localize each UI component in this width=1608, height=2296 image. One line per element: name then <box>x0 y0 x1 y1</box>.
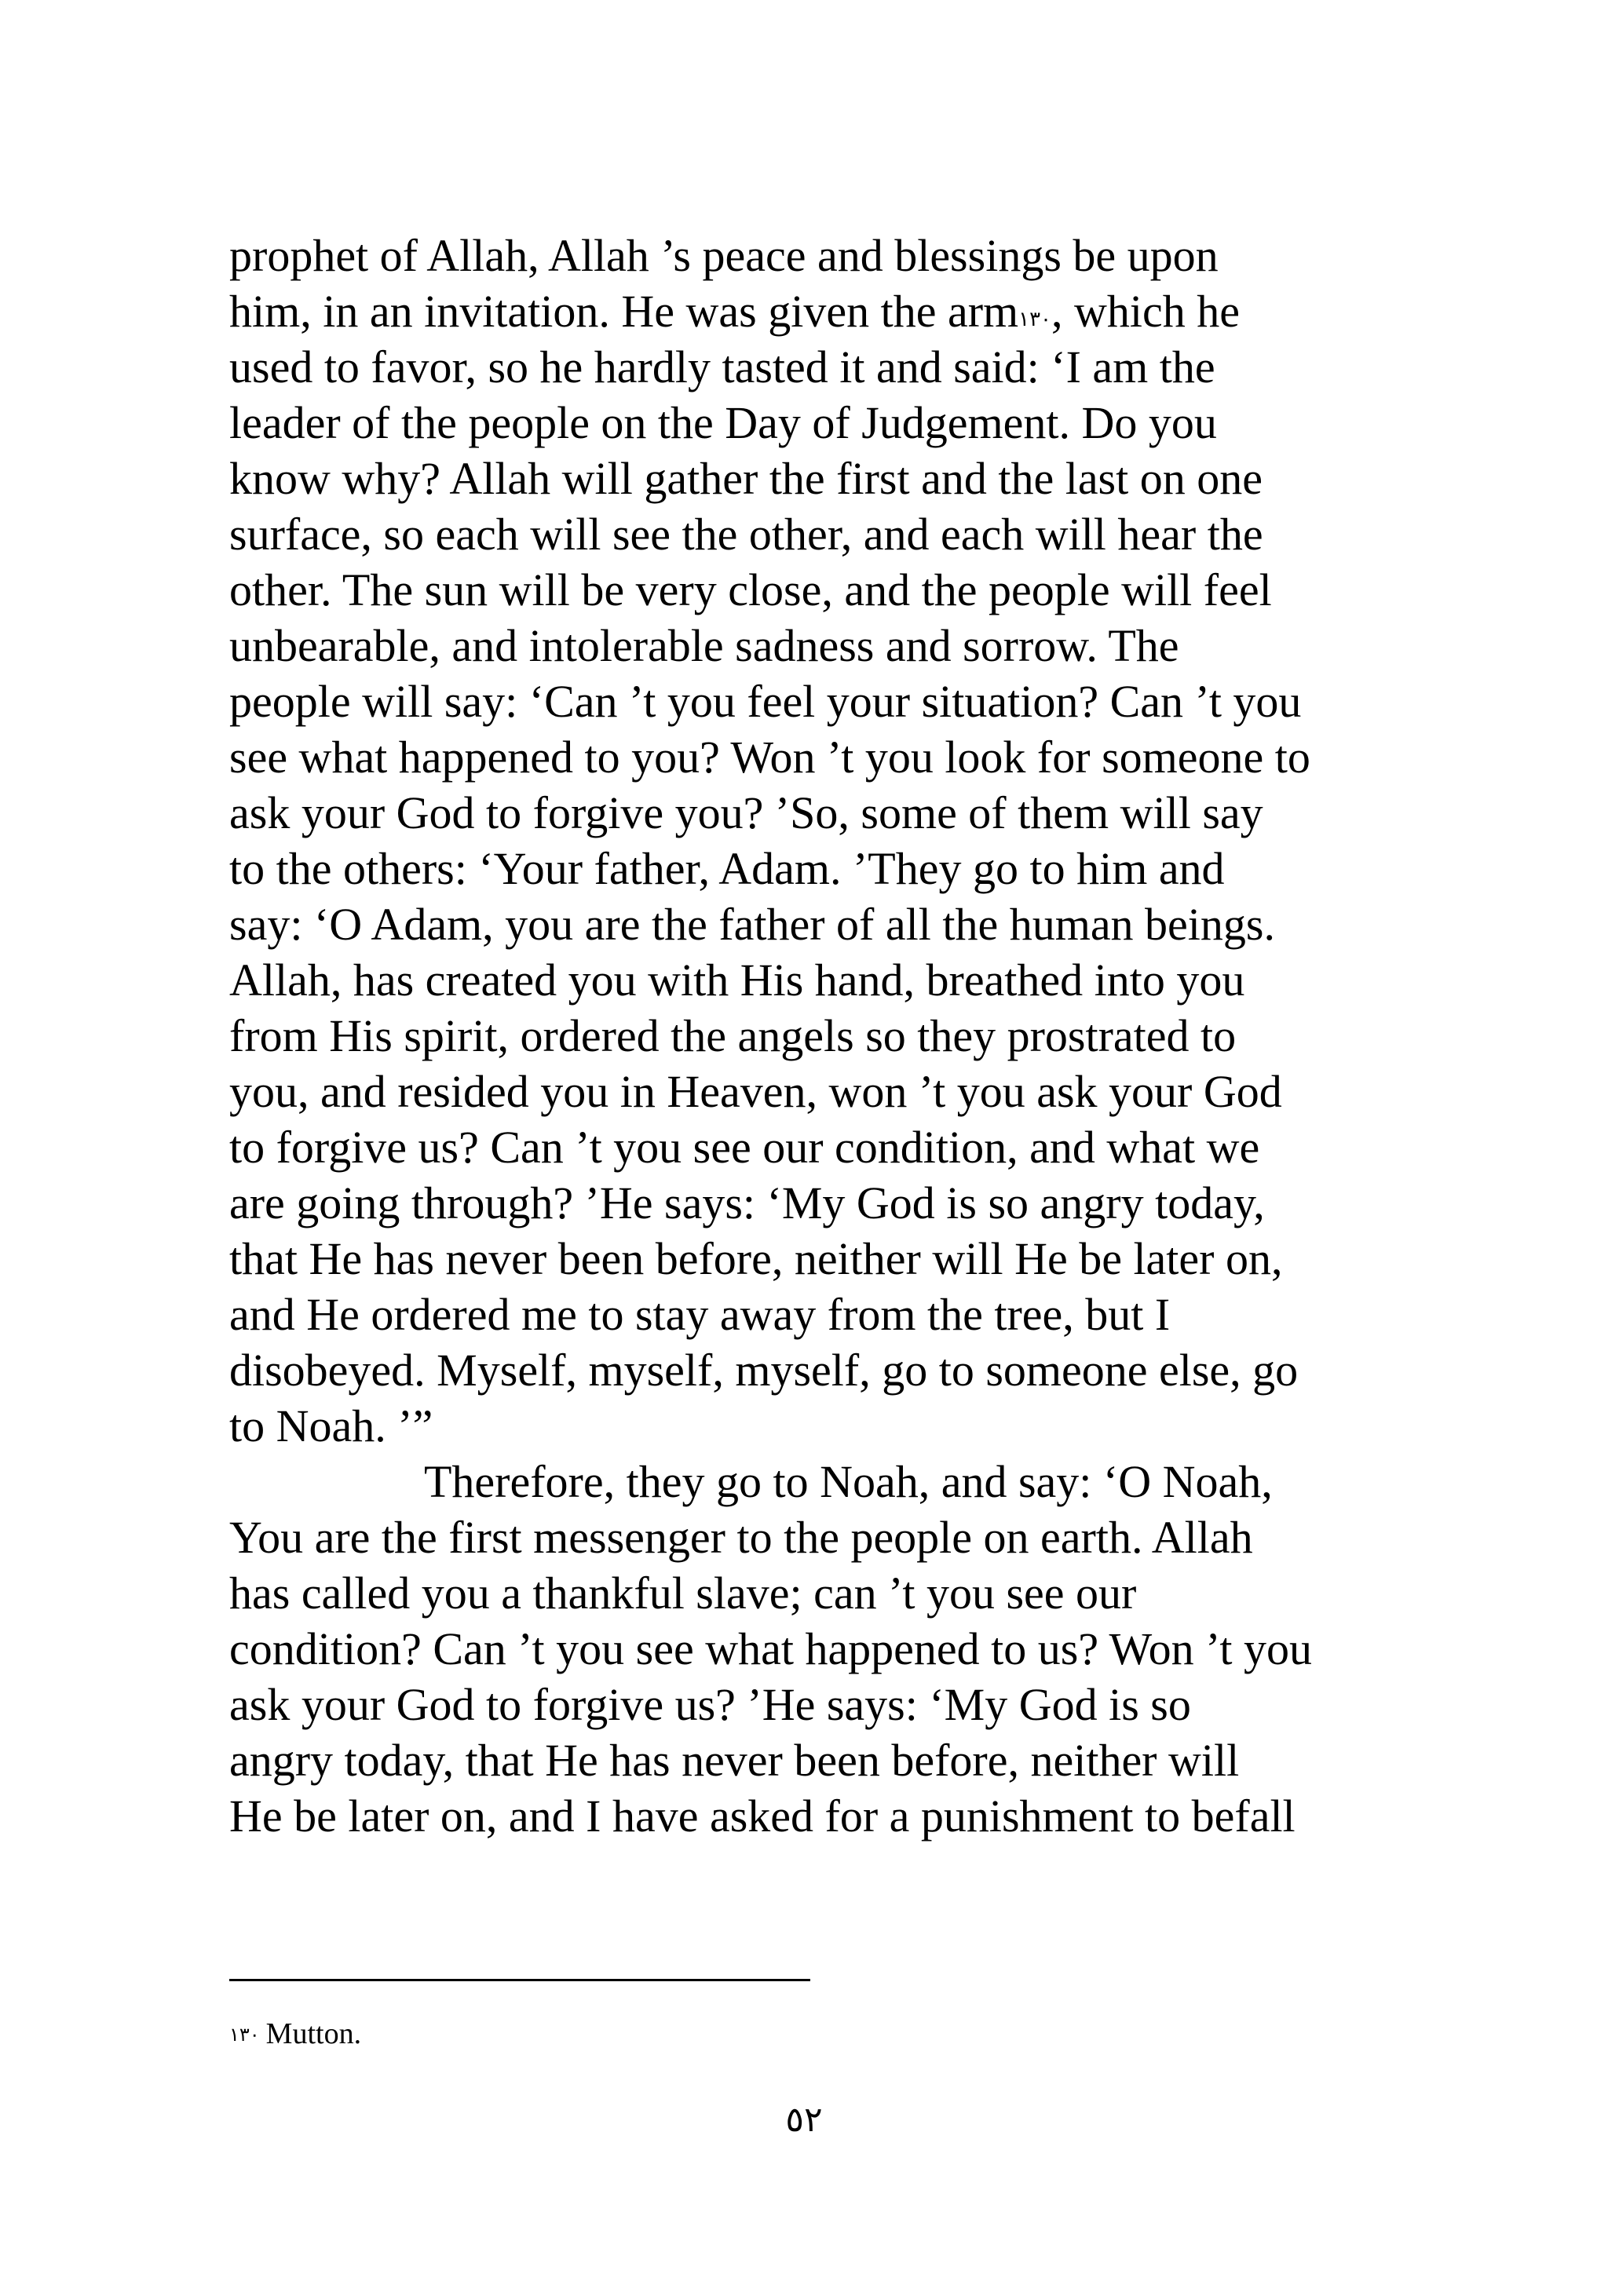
text-line: you, and resided you in Heaven, won ’t you ask your God <box>229 1066 1282 1117</box>
text-line: people will say: ‘Can ’t you feel your situation? Can ’t you <box>229 676 1302 727</box>
text-line: say: ‘O Adam, you are the father of all the human beings. <box>229 899 1275 950</box>
footnote-text: Mutton. <box>265 2017 362 2050</box>
text-line-part: , which he <box>1051 286 1241 337</box>
text-line: to forgive us? Can ’t you see our condition, and what we <box>229 1122 1260 1173</box>
text-line: see what happened to you? Won ’t you look for someone to <box>229 732 1310 783</box>
text-line: He be later on, and I have asked for a punishment to befall <box>229 1790 1296 1842</box>
text-line: has called you a thankful slave; can ’t you see our <box>229 1568 1137 1619</box>
text-line: angry today, that He has never been before, neither will <box>229 1735 1240 1786</box>
text-line: and He ordered me to stay away from the tree, but I <box>229 1289 1171 1340</box>
text-line: other. The sun will be very close, and the people will feel <box>229 564 1272 615</box>
text-line: used to favor, so he hardly tasted it and said: ‘I am the <box>229 341 1215 392</box>
footnote-divider <box>229 1979 810 1981</box>
text-line: to the others: ‘Your father, Adam. ’They go to him and <box>229 843 1225 894</box>
footnote <box>229 2016 361 2052</box>
text-line: know why? Allah will gather the first and the last on one <box>229 453 1263 504</box>
text-line: leader of the people on the Day of Judgement. Do you <box>229 397 1217 448</box>
text-line: condition? Can ’t you see what happened to us? Won ’t you <box>229 1623 1313 1674</box>
footnote-mark: ١٣٠ <box>229 2025 260 2046</box>
page-number: ٥٢ <box>785 2101 823 2139</box>
text-line: prophet of Allah, Allah ’s peace and blessings be upon <box>229 230 1219 281</box>
text-line: from His spirit, ordered the angels so they prostrated to <box>229 1010 1237 1061</box>
text-line: to Noah. ’” <box>229 1400 433 1451</box>
text-line: You are the first messenger to the people on earth. Allah <box>229 1512 1253 1563</box>
text-line: Allah, has created you with His hand, breathed into you <box>229 955 1245 1006</box>
text-line: disobeyed. Myself, myself, myself, go to someone else, go <box>229 1345 1299 1396</box>
text-line: ask your God to forgive us? ’He says: ‘My God is so <box>229 1679 1191 1730</box>
text-line-part: him, in an invitation. He was given the arm <box>229 286 1019 337</box>
text-line-paragraph-start: Therefore, they go to Noah, and say: ‘O Noah, <box>424 1456 1273 1507</box>
text-line: that He has never been before, neither will He be later on, <box>229 1233 1283 1284</box>
body-text <box>229 228 1391 1844</box>
footnote-reference[interactable]: ١٣٠ <box>1018 308 1052 330</box>
text-line: surface, so each will see the other, and each will hear the <box>229 509 1263 560</box>
text-line: unbearable, and intolerable sadness and sorrow. The <box>229 620 1179 671</box>
text-line: ask your God to forgive you? ’So, some of them will say <box>229 787 1263 838</box>
text-line: are going through? ’He says: ‘My God is so angry today, <box>229 1177 1265 1228</box>
text-line <box>229 283 1391 339</box>
